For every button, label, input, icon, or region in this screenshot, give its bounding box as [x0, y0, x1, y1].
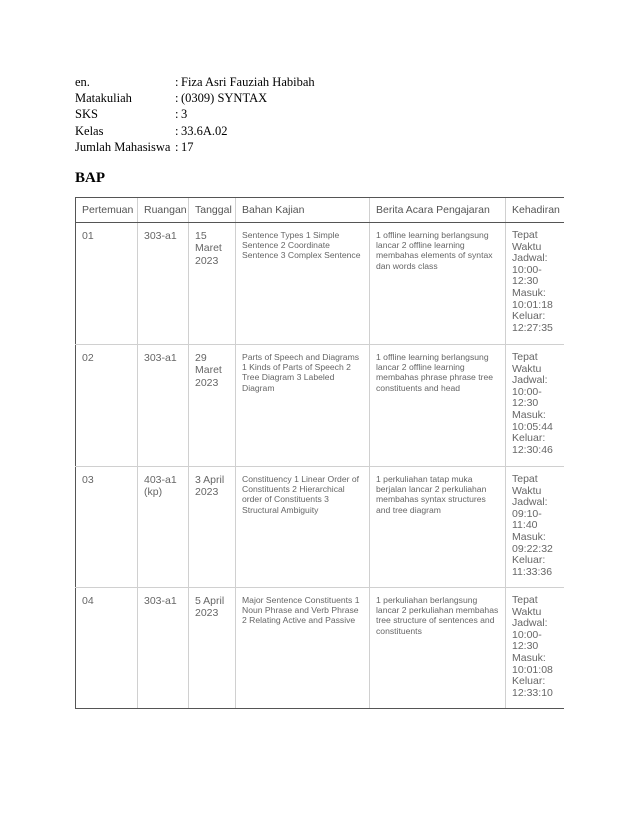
- info-label: SKS: [75, 107, 98, 122]
- cell-pertemuan: 02: [76, 345, 138, 467]
- cell-berita-acara: 1 perkuliahan berlangsung lancar 2 perkuliahan membahas tree structure of sentences and constituents: [370, 588, 506, 709]
- table-header-row: [76, 198, 564, 223]
- table-row: [76, 223, 564, 345]
- bap-table: [75, 197, 564, 709]
- info-label: Kelas: [75, 123, 104, 138]
- info-row-class: [75, 123, 315, 139]
- cell-berita-acara: 1 offline learning berlangsung lancar 2 offline learning membahas elements of syntax dan words class: [370, 223, 506, 345]
- cell-bahan-kajian: Parts of Speech and Diagrams 1 Kinds of Parts of Speech 2 Tree Diagram 3 Labeled Diagram: [236, 345, 370, 467]
- cell-ruangan: 303-a1: [138, 223, 189, 345]
- column-header-ruangan: Ruangan: [138, 198, 189, 223]
- cell-tanggal: 3 April 2023: [189, 467, 236, 588]
- column-header-tanggal: Tanggal: [189, 198, 236, 223]
- info-row-lecturer: [75, 74, 315, 90]
- cell-tanggal: 15 Maret 2023: [189, 223, 236, 345]
- cell-berita-acara: 1 offline learning berlangsung lancar 2 offline learning membahas phrase phrase tree constituents and head: [370, 345, 506, 467]
- cell-pertemuan: 03: [76, 467, 138, 588]
- info-label: Jumlah Mahasiswa: [75, 139, 171, 154]
- cell-ruangan: 403-a1 (kp): [138, 467, 189, 588]
- cell-ruangan: 303-a1: [138, 345, 189, 467]
- info-value: 33.6A.02: [181, 123, 228, 138]
- info-separator: :: [175, 75, 179, 89]
- info-label: en.: [75, 75, 90, 89]
- cell-ruangan: 303-a1: [138, 588, 189, 709]
- cell-tanggal: 29 Maret 2023: [189, 345, 236, 467]
- table-row: [76, 345, 564, 467]
- cell-berita-acara: 1 perkuliahan tatap muka berjalan lancar 2 perkuliahan membahas syntax structures and tree diagram: [370, 467, 506, 588]
- cell-pertemuan: 04: [76, 588, 138, 709]
- cell-kehadiran: Tepat Waktu Jadwal: 10:00-12:30 Masuk: 10:05:44 Keluar: 12:30:46: [506, 345, 564, 467]
- column-header-pertemuan: Pertemuan: [76, 198, 138, 223]
- info-separator: :: [175, 139, 179, 154]
- cell-kehadiran: Tepat Waktu Jadwal: 09:10-11:40 Masuk: 09:22:32 Keluar: 11:33:36: [506, 467, 564, 588]
- info-value: 3: [181, 107, 188, 122]
- cell-bahan-kajian: Major Sentence Constituents 1 Noun Phrase and Verb Phrase 2 Relating Active and Passive: [236, 588, 370, 709]
- cell-tanggal: 5 April 2023: [189, 588, 236, 709]
- info-separator: :: [175, 107, 179, 122]
- column-header-bahan-kajian: Bahan Kajian: [236, 198, 370, 223]
- info-value: (0309) SYNTAX: [181, 91, 268, 106]
- table-row: [76, 467, 564, 588]
- info-separator: :: [175, 91, 179, 106]
- info-value: 17: [181, 139, 194, 154]
- column-header-berita-acara: Berita Acara Pengajaran: [370, 198, 506, 223]
- section-heading: BAP: [75, 170, 105, 186]
- cell-pertemuan: 01: [76, 223, 138, 345]
- info-label: Matakuliah: [75, 91, 132, 106]
- table-row: [76, 588, 564, 709]
- info-row-course: [75, 90, 315, 106]
- info-row-sks: [75, 106, 315, 122]
- course-info: [75, 74, 315, 155]
- cell-bahan-kajian: Sentence Types 1 Simple Sentence 2 Coordinate Sentence 3 Complex Sentence: [236, 223, 370, 345]
- info-separator: :: [175, 123, 179, 138]
- column-header-kehadiran: Kehadiran: [506, 198, 564, 223]
- info-value: Fiza Asri Fauziah Habibah: [181, 75, 315, 89]
- cell-kehadiran: Tepat Waktu Jadwal: 10:00-12:30 Masuk: 10:01:08 Keluar: 12:33:10: [506, 588, 564, 709]
- cell-kehadiran: Tepat Waktu Jadwal: 10:00-12:30 Masuk: 10:01:18 Keluar: 12:27:35: [506, 223, 564, 345]
- info-row-students: [75, 139, 315, 155]
- cell-bahan-kajian: Constituency 1 Linear Order of Constituents 2 Hierarchical order of Constituents 3 Structural Ambiguity: [236, 467, 370, 588]
